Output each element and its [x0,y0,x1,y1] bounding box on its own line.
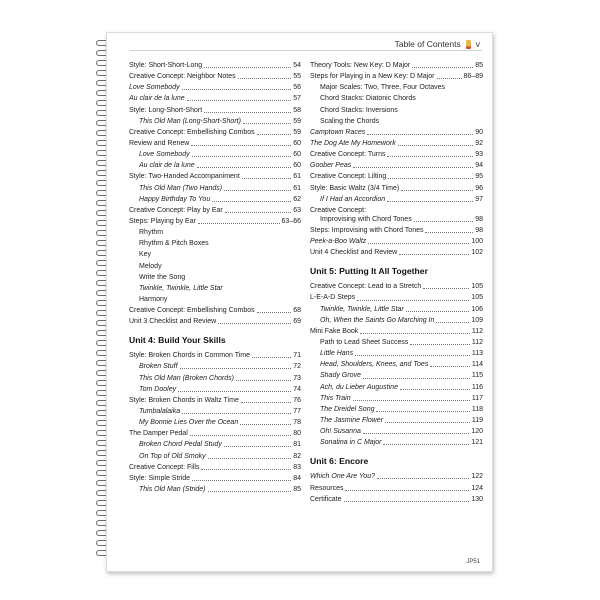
dot-leader [383,444,469,445]
toc-page-number: 54 [293,62,301,69]
dot-leader [252,357,291,358]
toc-page-number: 109 [471,316,483,324]
toc-page-number: 118 [471,405,483,413]
dot-leader [191,145,291,146]
toc-entry-title: Style: Short-Short-Long [129,62,203,69]
dot-leader [363,378,470,379]
dot-leader [353,167,473,168]
toc-entry-title: Twinkle, Twinkle, Little Star [139,284,223,292]
toc-page-number: 94 [475,162,483,170]
toc-entry-title: This Old Man (Stride) [139,485,206,493]
toc-page-number: 82 [293,452,301,460]
toc-entry-title: The Dreidel Song [320,405,375,413]
toc-entry-title: L-E-A-D Steps [310,294,356,302]
toc-page-number: 95 [475,173,483,181]
dot-leader [400,389,470,390]
toc-entry-title: Which One Are You? [310,473,375,481]
toc-page-number: 122 [471,473,483,481]
toc-entry [129,251,301,259]
dot-leader [208,458,292,459]
toc-entry [129,207,301,215]
toc-entry-title: Tom Dooley [139,385,177,393]
toc-entry-title: Path to Lead Sheet Success [320,339,409,347]
toc-page-number: 84 [293,474,301,482]
toc-entry-title: Rhythm & Pitch Boxes [139,240,209,248]
toc-entry [129,453,301,461]
dot-leader [414,221,474,222]
toc-entry-title: Scaling the Chords [320,117,380,125]
dot-leader [399,254,469,255]
dot-leader [406,311,470,312]
toc-entry-title: Creative Concept: Neighbor Notes [129,73,236,81]
toc-page-number: 100 [471,238,483,246]
dot-leader [242,178,291,179]
header-title: Table of Contents [394,39,461,49]
toc-entry-title: Creative Concept: Embellishing Combos [129,128,255,136]
toc-page-number: 56 [293,84,301,92]
toc-entry-title: Review and Renew [129,139,190,147]
toc-entry [310,283,483,291]
toc-entry [129,486,301,494]
toc-entry-title: Melody [139,262,162,270]
toc-entry-title: Chord Stacks: Inversions [320,106,398,114]
toc-page-number: 57 [293,95,301,103]
toc-entry-title: The Damper Pedal [129,430,188,438]
toc-entry [310,95,483,103]
toc-entry [310,118,483,126]
dot-leader [204,67,291,68]
toc-entry [310,473,483,481]
toc-entry-title: Style: Simple Stride [129,474,191,482]
toc-entry-title: Creative Concept: Lilting [310,173,387,181]
toc-page-number: 114 [471,361,483,369]
toc-page-number: 62 [293,195,301,203]
dot-leader [208,491,292,492]
toc-page-number: 98 [475,215,483,223]
book-page [106,32,493,572]
toc-entry [310,350,483,358]
toc-entry-title: Happy Birthday To You [139,195,211,203]
toc-entry [310,185,483,193]
toc-entry-title: The Jasmine Flower [320,417,384,425]
toc-entry [129,162,301,170]
dot-leader [218,323,291,324]
toc-entry [310,73,483,81]
toc-entry [129,173,301,181]
toc-entry-subtitle: Improvising with Chord Tones [320,215,412,223]
toc-page-number: 59 [293,128,301,136]
dot-leader [387,156,473,157]
toc-entry-title: Steps for Playing in a New Key: D Major [310,73,435,81]
dot-leader [180,368,292,369]
toc-page-number: 73 [293,374,301,382]
dot-leader [363,433,469,434]
toc-entry-title: Key [139,251,152,259]
toc-entry-title: Au clair de la lune [139,162,195,170]
toc-page-number: 130 [471,495,483,503]
toc-page-number: 63 [293,206,301,214]
toc-entry [129,263,301,271]
toc-entry-title: Style: Two-Handed Accompaniment [129,173,240,181]
toc-entry-title: Ach, du Lieber Augustine [320,383,398,391]
toc-entry [129,430,301,438]
toc-entry [310,428,483,436]
dot-leader [182,413,291,414]
dot-leader [412,67,473,68]
toc-page-number: 72 [293,363,301,371]
dot-leader [224,446,291,447]
toc-entry-title: Creative Concept: Play by Ear [129,206,223,214]
toc-page-number: 96 [475,184,483,192]
toc-entry [129,62,301,70]
dot-leader [257,312,292,313]
dot-leader [240,424,291,425]
toc-entry [310,496,483,504]
toc-entry [310,162,483,170]
dot-leader [401,190,473,191]
toc-entry-title: Style: Long-Short-Short [129,106,203,114]
dot-leader [388,178,473,179]
toc-entry-title: Steps: Improvising with Chord Tones [310,227,424,235]
toc-entry [129,441,301,449]
dot-leader [344,501,470,502]
toc-entry-title: Creative Concept: [310,206,367,214]
dot-leader [376,411,469,412]
toc-entry [129,386,301,394]
toc-entry [310,361,483,369]
toc-page-number: 71 [293,352,301,360]
unit-heading: Unit 6: Encore [310,456,369,467]
toc-entry-title: Style: Broken Chords in Common Time [129,352,250,360]
toc-entry-title: Tumbalalaika [139,407,181,415]
toc-entry-title: Oh, When the Saints Go Marching In [320,316,435,324]
toc-entry-title: Style: Basic Waltz (3/4 Time) [310,184,400,192]
dot-leader [385,422,470,423]
toc-entry [129,196,301,204]
toc-page-number: 78 [293,419,301,427]
toc-page-number: 112 [471,327,483,335]
toc-entry [310,84,483,92]
toc-page-number: 119 [471,417,483,425]
toc-entry [310,107,483,115]
toc-page-number: 92 [475,139,483,147]
toc-page-number: 59 [293,117,301,125]
toc-page-number: 60 [293,151,301,159]
toc-entry-title: This Train [320,394,351,402]
toc-page-number: 117 [471,394,483,402]
dot-leader [243,123,291,124]
header-divider [129,50,482,51]
toc-entry-title: Harmony [139,295,168,303]
toc-column-left [129,62,301,497]
toc-page-number: 74 [293,385,301,393]
toc-entry-title: Steps: Playing by Ear [129,217,196,225]
toc-entry-title: Resources [310,484,344,492]
dot-leader [367,134,473,135]
toc-entry-title: Love Somebody [139,151,190,159]
toc-entry [310,207,483,224]
dot-leader [353,400,470,401]
dot-leader [224,190,291,191]
toc-entry [310,227,483,235]
toc-page-number: 121 [471,439,483,447]
toc-page-number: 116 [471,383,483,391]
toc-page-number: 97 [475,195,483,203]
toc-entry [129,107,301,115]
toc-entry-title: Broken Chord Pedal Study [139,441,222,449]
toc-entry-title: Certificate [310,495,342,503]
toc-entry-title: Peek-a-Boo Waltz [310,238,367,246]
toc-entry-title: Creative Concept: Fills [129,463,200,471]
toc-entry-title: This Old Man (Two Hands) [139,184,223,192]
toc-entry [129,140,301,148]
unit-heading: Unit 5: Putting It All Together [310,266,428,277]
dot-leader [360,333,470,334]
toc-entry [310,151,483,159]
toc-entry-title: Shady Grove [320,372,361,380]
toc-entry-title: Little Hans [320,350,354,358]
toc-entry-title: Style: Broken Chords in Waltz Time [129,396,239,404]
toc-entry-title: If I Had an Accordion [320,195,386,203]
toc-page-number: 61 [293,173,301,181]
toc-page-number: 106 [471,305,483,313]
toc-page-number: 80 [293,430,301,438]
toc-entry-title: Creative Concept: Turns [310,151,386,159]
toc-page-number: 61 [293,184,301,192]
dot-leader [187,100,292,101]
toc-entry [129,229,301,237]
toc-entry [310,173,483,181]
toc-entry-title: Chord Stacks: Diatonic Chords [320,95,416,103]
dot-leader [241,402,291,403]
toc-entry [310,140,483,148]
toc-entry-title: The Dog Ate My Homework [310,139,396,147]
toc-entry-title: This Old Man (Long-Short-Short) [139,117,241,125]
toc-entry [129,318,301,326]
toc-page-number: 124 [471,484,483,492]
dot-leader [182,89,292,90]
dot-leader [198,223,280,224]
dot-leader [236,380,291,381]
toc-entry-title: Unit 4 Checklist and Review [310,249,398,257]
dot-leader [355,355,470,356]
toc-entry-title: Head, Shoulders, Knees, and Toes [320,361,429,369]
toc-page-number: 68 [293,307,301,315]
toc-entry [129,475,301,483]
toc-page-number: 60 [293,139,301,147]
dot-leader [204,112,291,113]
toc-entry-title: Twinkle, Twinkle, Little Star [320,305,404,313]
toc-entry-title: Write the Song [139,273,186,281]
toc-page-number: 63–66 [281,217,301,225]
toc-entry [129,296,301,304]
toc-entry [129,408,301,416]
dot-leader [430,366,470,367]
toc-entry [310,238,483,246]
toc-entry-title: Major Scales: Two, Three, Four Octaves [320,84,446,92]
toc-entry-title: Mini Fake Book [310,327,359,335]
toc-entry [310,372,483,380]
toc-page-number: 76 [293,396,301,404]
toc-page-number: 112 [471,339,483,347]
toc-page-number: 83 [293,463,301,471]
toc-entry-title: Creative Concept: Lead to a Stretch [310,283,422,291]
toc-entry [129,363,301,371]
toc-entry [129,307,301,315]
header-page-number: v [475,39,480,49]
toc-entry-title: Sonatina in C Major [320,439,382,447]
unit-heading: Unit 4: Build Your Skills [129,335,226,346]
dot-leader [197,167,292,168]
toc-entry [310,406,483,414]
dot-leader [377,478,469,479]
toc-entry-title: Camptown Races [310,128,366,136]
toc-entry-title: Love Somebody [129,84,180,92]
dot-leader [410,344,469,345]
toc-entry-title: Theory Tools: New Key: D Major [310,62,411,69]
dot-leader [436,322,469,323]
toc-entry [310,439,483,447]
dot-leader [201,469,291,470]
toc-entry [129,218,301,226]
toc-entry-title: On Top of Old Smoky [139,452,206,460]
toc-entry [310,384,483,392]
dot-leader [192,480,291,481]
toc-page-number: 77 [293,407,301,415]
toc-entry [129,73,301,81]
toc-entry-title: Creative Concept: Embellishing Combos [129,307,255,315]
toc-entry-title: Au clair de la lune [129,95,185,103]
toc-entry [129,84,301,92]
toc-entry [310,196,483,204]
toc-page-number: 98 [475,227,483,235]
dot-leader [423,288,469,289]
toc-entry-title: Goober Peas [310,162,352,170]
toc-entry [129,118,301,126]
toc-page-number: 55 [293,73,301,81]
dot-leader [368,243,469,244]
page-header [395,39,480,49]
toc-page-number: 102 [471,249,483,257]
toc-page-number: 85 [293,485,301,493]
toc-entry-title: Oh! Susanna [320,428,361,436]
toc-entry-title: Rhythm [139,229,164,237]
toc-entry [129,464,301,472]
dot-leader [192,156,292,157]
toc-entry [310,485,483,493]
toc-column-right [310,62,483,507]
toc-page-number: 86–89 [463,73,483,81]
toc-entry [129,185,301,193]
toc-page-number: 69 [293,318,301,326]
toc-entry-title: This Old Man (Broken Chords) [139,374,234,382]
dot-leader [178,391,291,392]
toc-entry [129,274,301,282]
toc-entry [310,339,483,347]
toc-entry [129,419,301,427]
toc-entry [129,285,301,293]
toc-entry [129,352,301,360]
toc-page-number: 93 [475,151,483,159]
toc-page-number: 115 [471,372,483,380]
toc-entry-title: Broken Stuff [139,363,178,371]
toc-entry [129,129,301,137]
toc-entry [310,306,483,314]
dot-leader [357,300,469,301]
toc-entry [310,417,483,425]
toc-page-number: 120 [471,428,483,436]
toc-entry [129,375,301,383]
dot-leader [425,232,473,233]
toc-entry [310,328,483,336]
toc-entry [129,151,301,159]
toc-page-number: 58 [293,106,301,114]
dot-leader [257,134,292,135]
toc-entry [310,129,483,137]
toc-entry [310,249,483,257]
toc-page-number: 105 [471,283,483,291]
toc-entry [129,95,301,103]
toc-page-number: 113 [471,350,483,358]
toc-page-number: 105 [471,294,483,302]
toc-entry [310,294,483,302]
toc-page-number: 90 [475,128,483,136]
toc-page-number: 81 [293,441,301,449]
toc-entry [310,317,483,325]
dot-leader [387,201,473,202]
dot-leader [212,201,291,202]
toc-entry [129,397,301,405]
toc-entry-title: Unit 3 Checklist and Review [129,318,217,326]
dot-leader [345,490,469,491]
dot-leader [398,145,473,146]
dot-leader [238,78,292,79]
toc-page-number: 60 [293,162,301,170]
dot-leader [437,78,462,79]
toc-entry [310,62,483,70]
toc-entry [310,395,483,403]
toc-entry-title: My Bonnie Lies Over the Ocean [139,419,239,427]
pencil-icon [466,40,471,49]
dot-leader [225,212,291,213]
toc-entry [129,240,301,248]
page-footer-code: JP51 [466,559,480,565]
dot-leader [190,435,291,436]
toc-page-number: 85 [475,62,483,69]
